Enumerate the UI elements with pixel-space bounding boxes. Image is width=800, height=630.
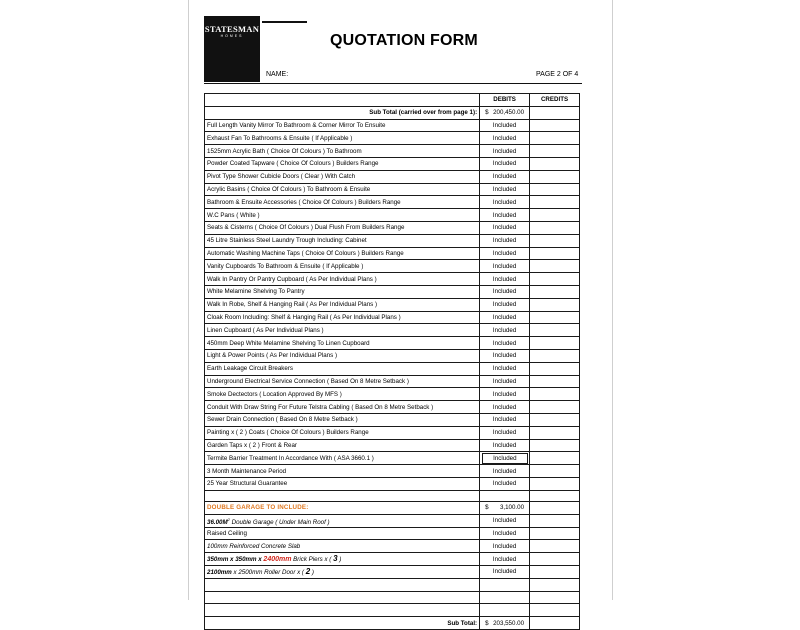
debit-cell: [480, 349, 530, 362]
logo-rule: [262, 21, 307, 23]
credit-cell: [530, 234, 580, 247]
included-value: Included: [492, 390, 517, 398]
credit-cell: [530, 477, 580, 490]
debit-cell: [480, 209, 530, 222]
item-description: Powder Coated Tapware ( Choice Of Colours ) Builders Range: [205, 157, 480, 170]
table-row: [205, 337, 580, 350]
debit-cell: [480, 413, 530, 426]
debit-cell: [480, 183, 530, 196]
table-row: [205, 145, 580, 158]
credit-cell: [530, 527, 580, 540]
item-description: Painting x ( 2 ) Coats ( Choice Of Colours ) Builders Range: [205, 426, 480, 439]
blank-cell: [480, 591, 530, 604]
table-row: [205, 362, 580, 375]
credit-cell: [530, 349, 580, 362]
garage-item-row: [205, 527, 580, 540]
debit-cell: [480, 452, 530, 465]
debit-cell: [480, 477, 530, 490]
name-label: NAME:: [266, 71, 289, 78]
garage-area-value: 36.00M: [207, 518, 228, 526]
debit-cell: [480, 196, 530, 209]
garage-ceiling-item: Raised Ceiling: [205, 527, 480, 540]
credit-cell: [530, 145, 580, 158]
door-text: x 2500mm Roller Door x (: [231, 568, 306, 576]
garage-heading-row: [205, 501, 580, 514]
garage-cost-cell: [480, 501, 530, 514]
credit-cell: [530, 565, 580, 578]
debit-cell: [480, 401, 530, 414]
credit-cell: [530, 337, 580, 350]
garage-slab-item: 100mm Reinforced Concrete Slab: [205, 540, 480, 553]
table-row: [205, 221, 580, 234]
included-value: Included: [492, 403, 517, 411]
item-description: Pivot Type Shower Cubicle Doors ( Clear ) With Catch: [205, 170, 480, 183]
debit-cell: [480, 247, 530, 260]
piers-x: x 350mm x: [228, 556, 264, 564]
item-description: Acrylic Basins ( Choice Of Colours ) To Bathroom & Ensuite: [205, 183, 480, 196]
garage-door-item: [205, 565, 480, 578]
table-row: [205, 170, 580, 183]
blank-cell: [205, 490, 480, 501]
item-description: Garden Taps x ( 2 ) Front & Rear: [205, 439, 480, 452]
item-description: Cloak Room Including: Shelf & Hanging Rail ( As Per Individual Plans ): [205, 311, 480, 324]
included-value: Included: [492, 198, 517, 206]
debit-cell: [480, 514, 530, 527]
credit-cell: [530, 247, 580, 260]
item-description: 450mm Deep White Melamine Shelving To Linen Cupboard: [205, 337, 480, 350]
garage-heading: DOUBLE GARAGE TO INCLUDE:: [205, 501, 480, 514]
table-row: [205, 388, 580, 401]
included-value: Included: [482, 453, 527, 464]
credit-cell: [530, 324, 580, 337]
blank-cell: [530, 591, 580, 604]
debit-cell: [480, 337, 530, 350]
item-description: Underground Electrical Service Connection ( Based On 8 Metre Setback ): [205, 375, 480, 388]
table-row: [205, 247, 580, 260]
included-value: Included: [492, 326, 517, 334]
credit-cell: [530, 196, 580, 209]
statesman-logo: [204, 16, 260, 82]
table-row: [205, 465, 580, 478]
included-value: Included: [492, 121, 517, 129]
table-row: [205, 260, 580, 273]
table-row-blank: [205, 490, 580, 501]
credit-cell: [530, 413, 580, 426]
piers-height: 2400mm: [263, 556, 292, 564]
debit-cell: [480, 145, 530, 158]
item-description: Light & Power Points ( As Per Individual Plans ): [205, 349, 480, 362]
table-row: [205, 183, 580, 196]
included-value: Included: [492, 313, 517, 321]
credit-cell: [530, 119, 580, 132]
table-row: [205, 132, 580, 145]
item-description: Smoke Dectectors ( Location Approved By MFS ): [205, 388, 480, 401]
included-value: Included: [492, 147, 517, 155]
table-row: [205, 324, 580, 337]
header-blank-cell: [205, 94, 480, 107]
credit-cell: [530, 170, 580, 183]
credit-cell: [530, 221, 580, 234]
credit-cell: [530, 260, 580, 273]
table-row: [205, 375, 580, 388]
item-description: Termite Barrier Treatment In Accordance With ( ASA 3660.1 ): [205, 452, 480, 465]
item-description: Conduit With Draw String For Future Telstra Cabling ( Based On 8 Metre Setback ): [205, 401, 480, 414]
piers-close: ): [337, 556, 342, 564]
debit-cell: [480, 234, 530, 247]
final-subtotal-cell: [480, 617, 530, 630]
included-value: Included: [492, 339, 517, 347]
page-number: PAGE 2 OF 4: [536, 71, 579, 78]
subtotal-carried-cell: [480, 106, 530, 119]
table-row: [205, 401, 580, 414]
debit-cell: [480, 311, 530, 324]
item-description: Earth Leakage Circuit Breakers: [205, 362, 480, 375]
door-size: 2100mm: [207, 568, 232, 576]
credit-cell: [530, 388, 580, 401]
included-value: Included: [492, 480, 517, 488]
item-description: 25 Year Structural Guarantee: [205, 477, 480, 490]
debit-cell: [480, 388, 530, 401]
table-row: [205, 234, 580, 247]
credit-cell: [530, 617, 580, 630]
table-row-empty: [205, 591, 580, 604]
subtotal-carried-label: Sub Total (carried over from page 1):: [205, 106, 480, 119]
credit-cell: [530, 285, 580, 298]
included-value: Included: [492, 134, 517, 142]
item-description: Walk In Pantry Or Pantry Cupboard ( As Per Individual Plans ): [205, 273, 480, 286]
credit-cell: [530, 298, 580, 311]
blank-cell: [205, 578, 480, 591]
final-subtotal-row: [205, 617, 580, 630]
credit-cell: [530, 501, 580, 514]
subtotal-carried-row: [205, 106, 580, 119]
included-value: Included: [492, 429, 517, 437]
blank-cell: [530, 604, 580, 617]
credit-cell: [530, 132, 580, 145]
debit-cell: [480, 527, 530, 540]
blank-cell: [530, 490, 580, 501]
credit-cell: [530, 157, 580, 170]
debit-cell: [480, 157, 530, 170]
included-value: Included: [492, 275, 517, 283]
table-row: [205, 298, 580, 311]
table-row: [205, 452, 580, 465]
piers-count: 3: [333, 554, 338, 564]
credit-cell: [530, 273, 580, 286]
included-value: Included: [492, 301, 517, 309]
garage-item-row: [205, 565, 580, 578]
included-value: Included: [492, 249, 517, 257]
included-value: Included: [492, 365, 517, 373]
credit-cell: [530, 183, 580, 196]
table-row: [205, 439, 580, 452]
item-description: Full Length Vanity Mirror To Bathroom & Corner Mirror To Ensuite: [205, 119, 480, 132]
door-close: ): [310, 568, 314, 576]
credit-cell: [530, 514, 580, 527]
included-value: Included: [492, 529, 517, 537]
table-row: [205, 477, 580, 490]
page-edge-left: [188, 0, 189, 600]
page-title: QUOTATION FORM: [330, 32, 478, 49]
garage-area-item: [205, 514, 480, 527]
credit-cell: [530, 439, 580, 452]
included-value: Included: [492, 568, 517, 576]
blank-cell: [480, 604, 530, 617]
included-value: Included: [492, 416, 517, 424]
item-description: 3 Month Maintenance Period: [205, 465, 480, 478]
item-description: Linen Cupboard ( As Per Individual Plans ): [205, 324, 480, 337]
included-value: Included: [492, 185, 517, 193]
currency-symbol: $: [485, 619, 489, 627]
included-value: Included: [492, 262, 517, 270]
credit-cell: [530, 362, 580, 375]
table-row: [205, 273, 580, 286]
table-row: [205, 426, 580, 439]
credit-cell: [530, 426, 580, 439]
included-value: Included: [492, 377, 517, 385]
item-description: Automatic Washing Machine Taps ( Choice Of Colours ) Builders Range: [205, 247, 480, 260]
item-description: Exhaust Fan To Bathrooms & Ensuite ( If Applicable ): [205, 132, 480, 145]
table-row: [205, 311, 580, 324]
final-subtotal-label: Sub Total:: [205, 617, 480, 630]
subtotal-carried-value: 200,450.00: [493, 109, 525, 117]
currency-symbol: $: [485, 504, 489, 512]
debit-cell: [480, 273, 530, 286]
table-row: [205, 209, 580, 222]
debit-cell: [480, 375, 530, 388]
credits-header: CREDITS: [530, 94, 580, 107]
door-count: 2: [305, 566, 311, 576]
table-row: [205, 157, 580, 170]
table-row: [205, 285, 580, 298]
blank-cell: [530, 578, 580, 591]
item-description: W.C Pans ( White ): [205, 209, 480, 222]
included-value: Included: [492, 160, 517, 168]
included-value: Included: [492, 467, 517, 475]
currency-symbol: $: [485, 109, 489, 117]
item-description: 1525mm Acrylic Bath ( Choice Of Colours ) To Bathroom: [205, 145, 480, 158]
debit-cell: [480, 439, 530, 452]
included-value: Included: [492, 173, 517, 181]
debit-cell: [480, 553, 530, 566]
garage-item-row: [205, 553, 580, 566]
item-description: Vanity Cupboards To Bathroom & Ensuite ( If Applicable ): [205, 260, 480, 273]
debit-cell: [480, 298, 530, 311]
item-description: Seats & Cisterns ( Choice Of Colours ) Dual Flush From Builders Range: [205, 221, 480, 234]
credit-cell: [530, 209, 580, 222]
final-subtotal-value: 203,550.00: [493, 619, 525, 627]
garage-area-sup: 2: [227, 516, 230, 522]
included-value: Included: [492, 288, 517, 296]
debit-cell: [480, 221, 530, 234]
debit-cell: [480, 426, 530, 439]
credit-cell: [530, 375, 580, 388]
blank-cell: [205, 604, 480, 617]
table-row: [205, 349, 580, 362]
credit-cell: [530, 401, 580, 414]
credit-cell: [530, 106, 580, 119]
header-rule: [204, 83, 582, 84]
table-row-empty: [205, 578, 580, 591]
credit-cell: [530, 465, 580, 478]
included-value: Included: [492, 542, 517, 550]
logo-name: STATESMAN: [204, 24, 260, 34]
blank-cell: [480, 578, 530, 591]
table-header-row: [205, 94, 580, 107]
debit-cell: [480, 119, 530, 132]
piers-size: 350mm: [207, 556, 229, 564]
included-value: Included: [492, 441, 517, 449]
garage-cost-value: 3,100.00: [499, 504, 525, 512]
debit-cell: [480, 170, 530, 183]
quotation-table: [204, 93, 580, 630]
item-description: 45 Litre Stainless Steel Laundry Trough Including: Cabinet: [205, 234, 480, 247]
debit-cell: [480, 565, 530, 578]
garage-piers-item: [205, 553, 480, 566]
item-description: Sewer Drain Connection ( Based On 8 Metre Setback ): [205, 413, 480, 426]
garage-item-row: [205, 540, 580, 553]
garage-item-row: [205, 514, 580, 527]
included-value: Included: [492, 237, 517, 245]
page-edge-right: [612, 0, 613, 600]
item-description: White Melamine Shelving To Pantry: [205, 285, 480, 298]
blank-cell: [480, 490, 530, 501]
debits-header: DEBITS: [480, 94, 530, 107]
logo-tagline: HOMES: [220, 34, 244, 38]
credit-cell: [530, 311, 580, 324]
item-description: Walk In Robe, Shelf & Hanging Rail ( As Per Individual Plans ): [205, 298, 480, 311]
table-row-empty: [205, 604, 580, 617]
debit-cell: [480, 465, 530, 478]
debit-cell: [480, 362, 530, 375]
piers-text: Brick Piers x (: [291, 556, 334, 564]
item-description: Bathroom & Ensuite Accessories ( Choice Of Colours ) Builders Range: [205, 196, 480, 209]
included-value: Included: [492, 211, 517, 219]
included-value: Included: [492, 224, 517, 232]
table-row: [205, 119, 580, 132]
credit-cell: [530, 540, 580, 553]
included-value: Included: [492, 352, 517, 360]
debit-cell: [480, 132, 530, 145]
debit-cell: [480, 285, 530, 298]
included-value: Included: [492, 555, 517, 563]
credit-cell: [530, 452, 580, 465]
debit-cell: [480, 260, 530, 273]
garage-area-text: Double Garage ( Under Main Roof ): [229, 518, 330, 526]
included-value: Included: [492, 517, 517, 525]
debit-cell: [480, 324, 530, 337]
blank-cell: [205, 591, 480, 604]
credit-cell: [530, 553, 580, 566]
table-row: [205, 413, 580, 426]
table-row: [205, 196, 580, 209]
debit-cell: [480, 540, 530, 553]
